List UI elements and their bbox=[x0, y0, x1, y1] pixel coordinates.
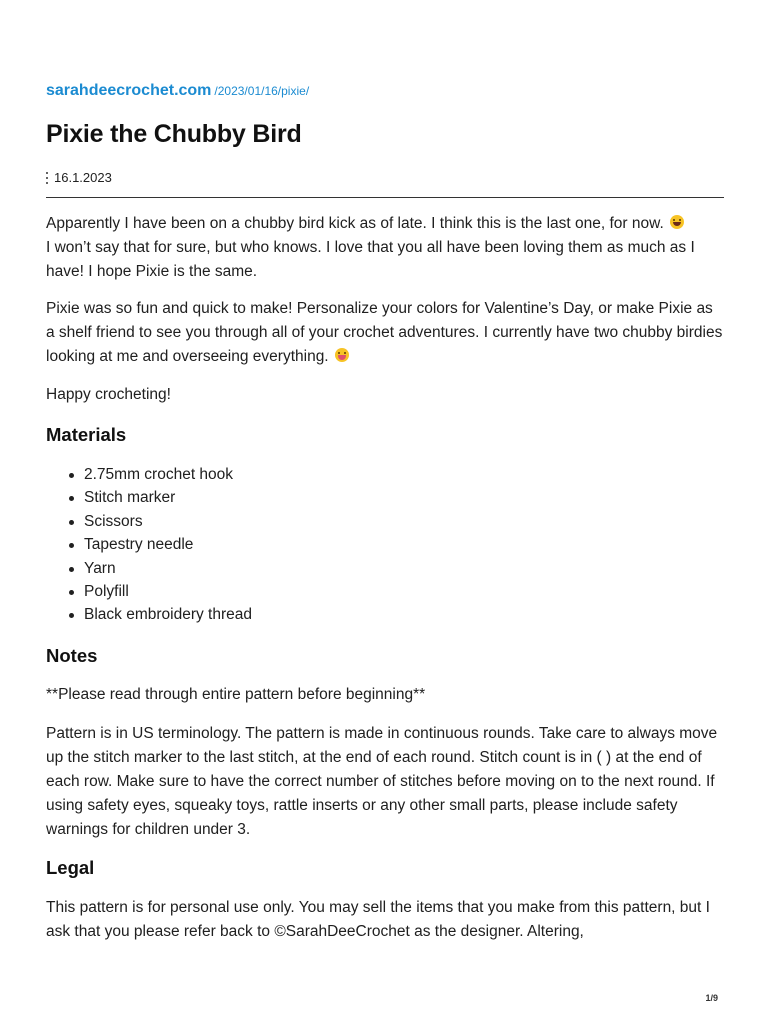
intro-text-2: Pixie was so fun and quick to make! Personalize your colors for Valentine’s Day, or make Pixie as a shelf friend to see you through all of your crochet adventures. I currently have two chubby birdies looking at me and overseeing everything. bbox=[46, 300, 723, 365]
list-item: Black embroidery thread bbox=[84, 603, 252, 626]
list-item: Yarn bbox=[84, 557, 252, 580]
list-item: Scissors bbox=[84, 510, 252, 533]
notes-paragraph-2: Pattern is in US terminology. The pattern is made in continuous rounds. Take care to always move up the stitch marker to the last stitch, at the end of each round. Stitch count is in ( ) at the end of each row. Make sure to have the correct number of stitches before moving on to the next round. If using safety eyes, squeaky toys, rattle inserts or any other small parts, please include safety warnings for children under 3. bbox=[46, 725, 718, 838]
notes-heading: Notes bbox=[46, 645, 98, 666]
vertical-dots-icon bbox=[46, 172, 49, 184]
list-item: Stitch marker bbox=[84, 486, 252, 509]
list-item: 2.75mm crochet hook bbox=[84, 463, 252, 486]
list-item: Tapestry needle bbox=[84, 533, 252, 556]
legal-heading: Legal bbox=[46, 857, 95, 878]
materials-list bbox=[46, 463, 252, 627]
page-title: Pixie the Chubby Bird bbox=[46, 120, 302, 148]
grinning-squinting-face-emoji-icon bbox=[670, 215, 684, 229]
source-url[interactable] bbox=[46, 82, 309, 100]
intro-paragraph-3: Happy crocheting! bbox=[46, 386, 171, 403]
legal-paragraph-1: This pattern is for personal use only. You may sell the items that you make from this pattern, but I ask that you please refer back to ©SarahDeeCrochet as the designer. Altering, bbox=[46, 899, 710, 940]
list-item: Polyfill bbox=[84, 580, 252, 603]
intro-paragraph-2 bbox=[46, 297, 724, 369]
intro-text-1b: I won’t say that for sure, but who knows. I love that you all have been loving them as much as I have! I hope Pixie is the same. bbox=[46, 239, 695, 280]
materials-heading: Materials bbox=[46, 424, 127, 445]
intro-text-1: Apparently I have been on a chubby bird kick as of late. I think this is the last one, for now. bbox=[46, 215, 664, 232]
source-path-link[interactable]: /2023/01/16/pixie/ bbox=[214, 84, 310, 98]
page-number: 1/9 bbox=[705, 993, 718, 1003]
notes-paragraph-1: **Please read through entire pattern before beginning** bbox=[46, 686, 426, 703]
header-divider bbox=[46, 197, 724, 198]
squinting-face-with-tongue-emoji-icon bbox=[335, 348, 349, 362]
source-domain-link[interactable]: sarahdeecrochet.com bbox=[46, 82, 212, 99]
intro-paragraph-1 bbox=[46, 212, 724, 284]
publish-date: 16.1.2023 bbox=[54, 170, 112, 185]
date-row bbox=[46, 170, 112, 185]
